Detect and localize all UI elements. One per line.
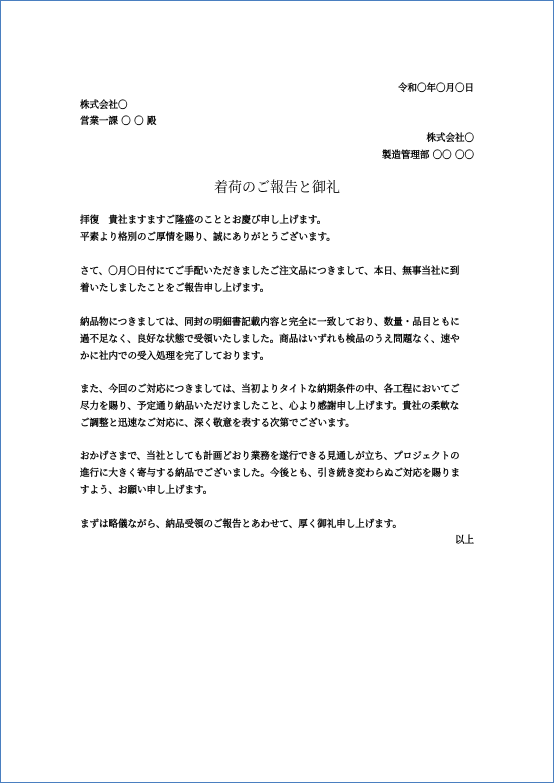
paragraph-greeting	[80, 212, 476, 246]
paragraph-line: すよう、お願い申し上げます。	[80, 485, 213, 496]
document-title: 着荷のご報告と御礼	[214, 180, 340, 196]
paragraph-thanks	[80, 381, 476, 432]
paragraph-line: 納品物につきましては、同封の明細書記載内容と完全に一致しており、数量・品目ともに	[80, 317, 460, 328]
paragraph-outlook	[80, 448, 476, 499]
paragraph-line: 拝復 貴社ますますご隆盛のこととお慶び申し上げます。	[80, 215, 327, 226]
paragraph-line: まずは略儀ながら、納品受領のご報告とあわせて、厚く御礼申し上げます。	[80, 519, 403, 530]
paragraph-line: 着いたしましたことをご報告申し上げます。	[80, 283, 270, 294]
sender-company: 株式会社〇	[426, 133, 474, 144]
paragraph-line: 進行に大きく寄与する納品でございました。今後とも、引き続き変わらぬご対応を賜りま	[80, 468, 461, 479]
paragraph-line: 尽力を賜り、予定通り納品いただけましたこと、心より感謝申し上げます。貴社の柔軟な	[80, 401, 460, 412]
document-date: 令和〇年〇月〇日	[397, 83, 474, 94]
paragraph-line: かに社内での受入処理を完了しております。	[80, 351, 270, 362]
paragraph-closing-remark	[80, 516, 476, 533]
paragraph-line: おかげさまで、当社としても計画どおり業務を遂行できる見通しが立ち、プロジェクトの	[80, 451, 460, 462]
closing-mark: 以上	[454, 535, 474, 546]
paragraph-line: また、今回のご対応につきましては、当初よりタイトな納期条件の中、各工程においてご	[80, 384, 460, 395]
paragraph-line: 過不足なく、良好な状態で受領いたしました。商品はいずれも検品のうえ問題なく、速や	[80, 334, 460, 345]
recipient-company: 株式会社〇	[80, 100, 128, 111]
paragraph-inspection	[80, 314, 476, 365]
recipient-person: 営業一課 〇 〇 殿	[80, 116, 157, 127]
sender-person: 製造管理部 〇〇 〇〇	[381, 150, 474, 161]
paragraph-line: ご調整と迅速なご対応に、深く敬意を表する次第でございます。	[80, 418, 355, 429]
paragraph-line: さて、〇月〇日付にてご手配いただきましたご注文品につきまして、本日、無事当社に到	[80, 266, 460, 277]
paragraph-arrival	[80, 263, 476, 297]
paragraph-line: 平素より格別のご厚情を賜り、誠にありがとうございます。	[80, 232, 336, 243]
